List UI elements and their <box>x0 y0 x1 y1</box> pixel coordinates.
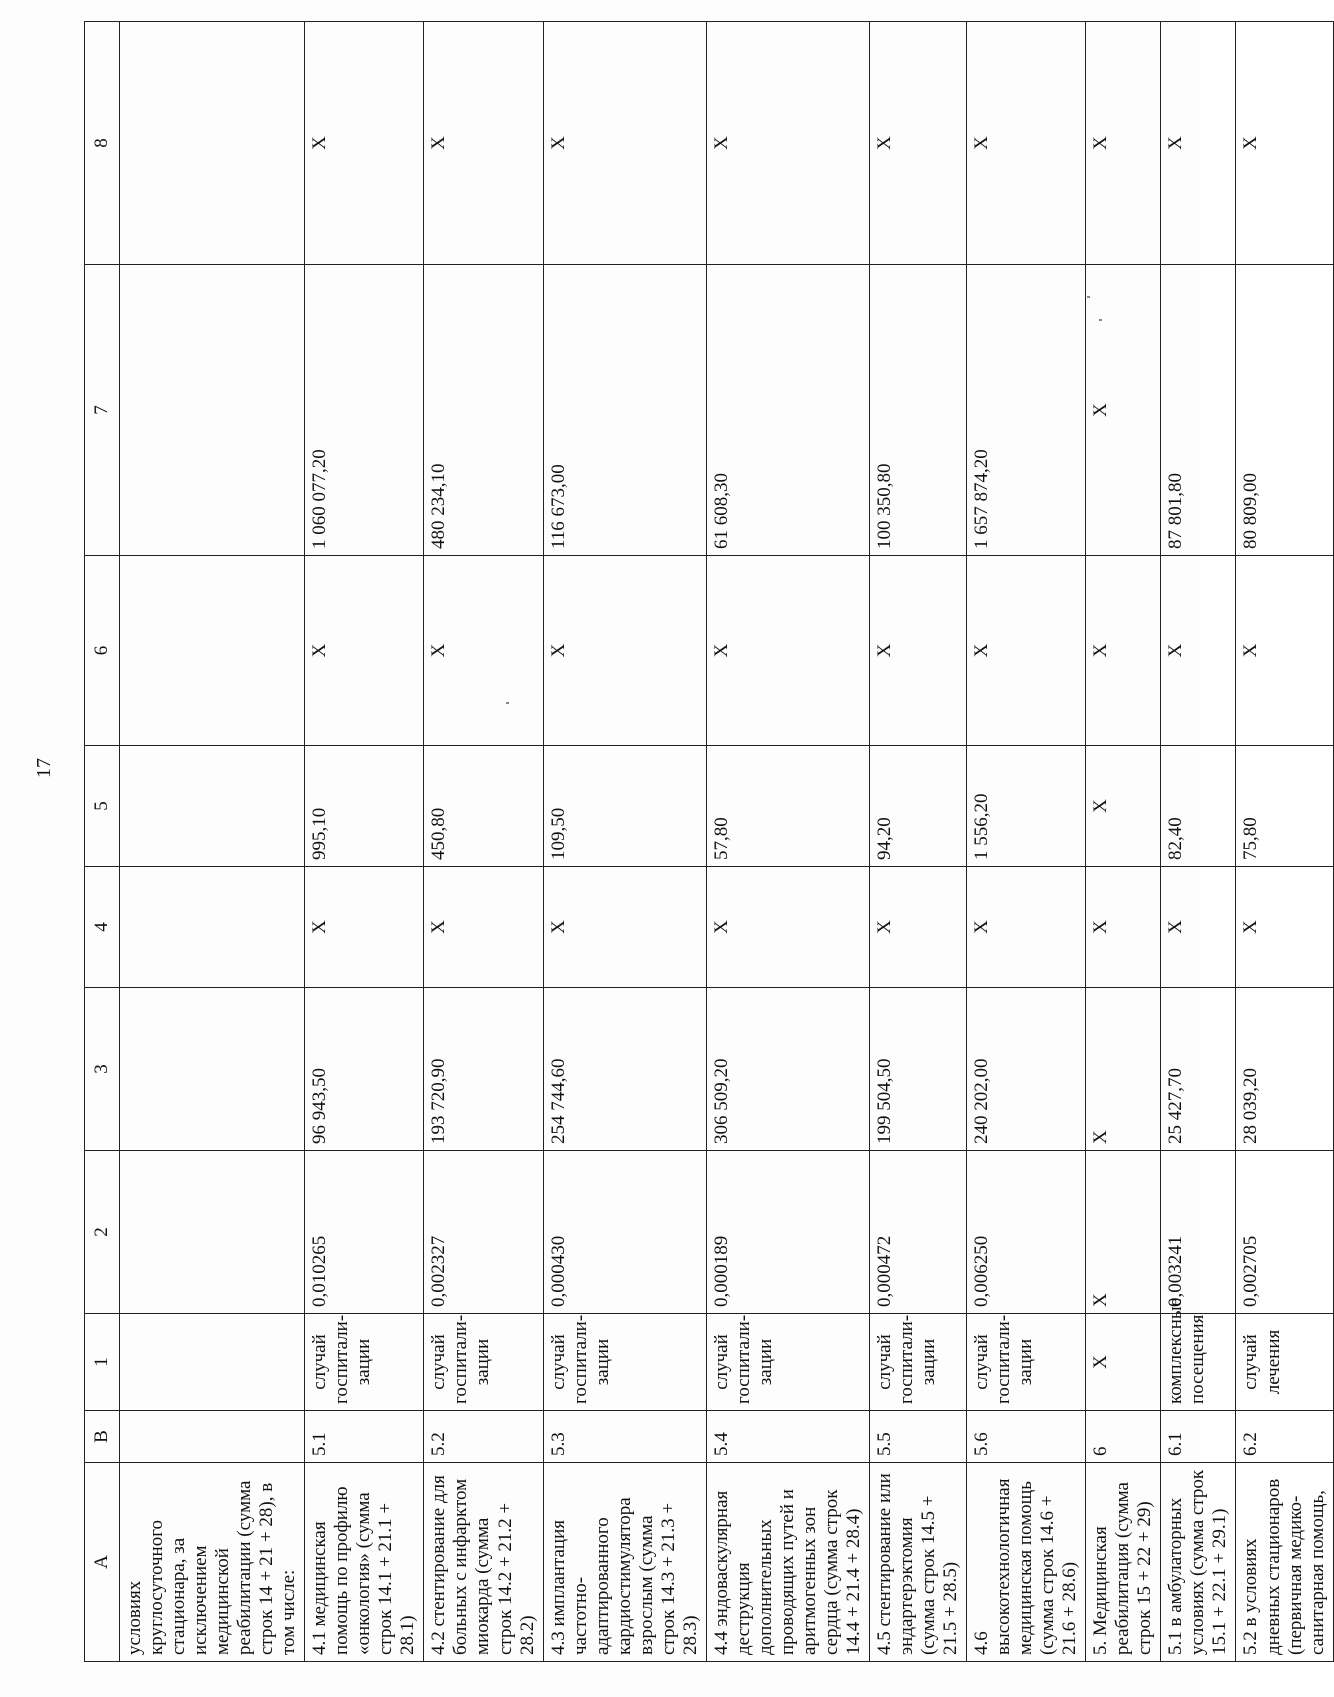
table-cell-6: Х <box>305 556 424 746</box>
table-cell-8: Х <box>1086 22 1161 265</box>
table-cell-a: 5. Медицинская реабилитация (сумма строк 15 + 22 + 29) <box>1086 1463 1161 1662</box>
table-cell-7: 1 060 077,20 <box>305 265 424 556</box>
table-cell-1: случай госпитали-зации <box>543 1314 706 1411</box>
table-cell-1: случай лечения <box>1236 1314 1333 1411</box>
table-cell-4: Х <box>1161 867 1236 988</box>
table-row <box>305 22 424 1662</box>
header-cell: 8 <box>85 22 120 265</box>
scan-speck <box>506 702 509 704</box>
table-cell-6: Х <box>1161 556 1236 746</box>
table-cell-7: 100 350,80 <box>870 265 967 556</box>
table-cell-4: Х <box>543 867 706 988</box>
table-cell-6: Х <box>706 556 869 746</box>
table-cell-3: 28 039,20 <box>1236 988 1333 1151</box>
table-cell-5: 75,80 <box>1236 746 1333 867</box>
table-cell-5: 82,40 <box>1161 746 1236 867</box>
header-row <box>85 22 120 1662</box>
table-row <box>543 22 706 1662</box>
header-cell: 5 <box>85 746 120 867</box>
table-cell-3: 306 509,20 <box>706 988 869 1151</box>
table-cell-3: 199 504,50 <box>870 988 967 1151</box>
header-cell: 4 <box>85 867 120 988</box>
data-table <box>84 21 1334 1662</box>
table-cell-b: 5.5 <box>870 1411 967 1463</box>
table-cell-7: 87 801,80 <box>1161 265 1236 556</box>
table-cell-a: 4.1 медицинская помощь по профилю «онкология» (сумма строк 14.1 + 21.1 + 28.1) <box>305 1463 424 1662</box>
table-cell-a: 4.5 стентирование или эндартерэктомия (сумма строк 14.5 + 21.5 + 28.5) <box>870 1463 967 1662</box>
table-cell-5: 57,80 <box>706 746 869 867</box>
table-cell-2: 0,000430 <box>543 1151 706 1314</box>
table-cell-1: комплексные посещения <box>1161 1314 1236 1411</box>
table-cell-3: Х <box>1086 988 1161 1151</box>
header-cell: 7 <box>85 265 120 556</box>
table-cell-a: 4.4 эндоваскулярная деструкция дополнительных проводящих путей и аритмогенных зон сердца (сумма строк 14.4 + 21.4 + 28.4) <box>706 1463 869 1662</box>
table-cell-a: 4.3 имплантация частотно-адаптированного кардиостимулятора взрослым (сумма строк 14.3 + 21.3 + 28.3) <box>543 1463 706 1662</box>
table-cell-8: Х <box>1236 22 1333 265</box>
table-row <box>967 22 1086 1662</box>
table-row <box>1086 22 1161 1662</box>
header-cell: A <box>85 1463 120 1662</box>
table-cell-8: Х <box>1161 22 1236 265</box>
table-cell-1: случай госпитали-зации <box>305 1314 424 1411</box>
table-row <box>706 22 869 1662</box>
table-cell-6: Х <box>424 556 543 746</box>
header-cell: 3 <box>85 988 120 1151</box>
table-cell-4: Х <box>305 867 424 988</box>
table-cell-6: Х <box>967 556 1086 746</box>
table-cell-b: 6.2 <box>1236 1411 1333 1463</box>
table-cell-5: 94,20 <box>870 746 967 867</box>
table-cell-b <box>120 1411 305 1463</box>
table-cell-3: 240 202,00 <box>967 988 1086 1151</box>
table-cell-5: Х <box>1086 746 1161 867</box>
table-cell-4: Х <box>1086 867 1161 988</box>
table-cell-2: 0,002705 <box>1236 1151 1333 1314</box>
table-cell-4: Х <box>870 867 967 988</box>
table-cell-7 <box>120 265 305 556</box>
table-cell-4: Х <box>424 867 543 988</box>
table-cell-8: Х <box>870 22 967 265</box>
table-cell-1: Х <box>1086 1314 1161 1411</box>
table-cell-b: 5.3 <box>543 1411 706 1463</box>
table-row <box>1236 22 1333 1662</box>
table-cell-6 <box>120 556 305 746</box>
rotated-table-wrapper <box>84 22 1328 1662</box>
table-cell-3 <box>120 988 305 1151</box>
table-cell-1: случай госпитали-зации <box>870 1314 967 1411</box>
table-cell-5 <box>120 746 305 867</box>
table-cell-b: 5.6 <box>967 1411 1086 1463</box>
table-cell-2: 0,000189 <box>706 1151 869 1314</box>
table-cell-8: Х <box>967 22 1086 265</box>
table-cell-3: 96 943,50 <box>305 988 424 1151</box>
table-cell-7: 1 657 874,20 <box>967 265 1086 556</box>
header-cell: 2 <box>85 1151 120 1314</box>
table-cell-a: условиях круглосуточного стационара, за исключением медицинской реабилитации (сумма строк 14 + 21 + 28), в том числе: <box>120 1463 305 1662</box>
table-cell-5: 109,50 <box>543 746 706 867</box>
table-row <box>870 22 967 1662</box>
table-cell-6: Х <box>543 556 706 746</box>
table-row <box>120 22 305 1662</box>
table-cell-2: 0,000472 <box>870 1151 967 1314</box>
table-cell-3: 25 427,70 <box>1161 988 1236 1151</box>
table-cell-8: Х <box>305 22 424 265</box>
table-cell-4 <box>120 867 305 988</box>
table-cell-a: 5.1 в амбулаторных условиях (сумма строк 15.1 + 22.1 + 29.1) <box>1161 1463 1236 1662</box>
table-cell-6: Х <box>1236 556 1333 746</box>
table-cell-2: Х <box>1086 1151 1161 1314</box>
table-cell-7: 480 234,10 <box>424 265 543 556</box>
table-cell-b: 5.1 <box>305 1411 424 1463</box>
table-cell-4: Х <box>706 867 869 988</box>
table-cell-b: 6.1 <box>1161 1411 1236 1463</box>
table-cell-8 <box>120 22 305 265</box>
table-cell-8: Х <box>706 22 869 265</box>
table-row <box>1161 22 1236 1662</box>
scan-speck <box>1099 319 1102 321</box>
table-cell-8: Х <box>543 22 706 265</box>
table-cell-1: случай госпитали-зации <box>967 1314 1086 1411</box>
table-cell-1: случай госпитали-зации <box>706 1314 869 1411</box>
table-cell-a: 4.6 высокотехнологичная медицинская помощь (сумма строк 14.6 + 21.6 + 28.6) <box>967 1463 1086 1662</box>
table-cell-7: 116 673,00 <box>543 265 706 556</box>
table-cell-6: Х <box>1086 556 1161 746</box>
table-cell-2: 0,002327 <box>424 1151 543 1314</box>
table-cell-6: Х <box>870 556 967 746</box>
table-cell-5: 995,10 <box>305 746 424 867</box>
table-cell-2: 0,010265 <box>305 1151 424 1314</box>
table-cell-7: Х <box>1086 265 1161 556</box>
table-cell-3: 193 720,90 <box>424 988 543 1151</box>
table-row <box>424 22 543 1662</box>
header-cell: 1 <box>85 1314 120 1411</box>
header-cell: В <box>85 1411 120 1463</box>
table-cell-b: 5.2 <box>424 1411 543 1463</box>
table-cell-b: 6 <box>1086 1411 1161 1463</box>
table-cell-a: 5.2 в условиях дневных стационаров (первичная медико-санитарная помощь, <box>1236 1463 1333 1662</box>
scan-speck <box>1087 296 1090 298</box>
table-cell-7: 61 608,30 <box>706 265 869 556</box>
table-cell-5: 450,80 <box>424 746 543 867</box>
table-cell-b: 5.4 <box>706 1411 869 1463</box>
table-cell-7: 80 809,00 <box>1236 265 1333 556</box>
table-cell-4: Х <box>1236 867 1333 988</box>
header-cell: 6 <box>85 556 120 746</box>
table-cell-2: 0,006250 <box>967 1151 1086 1314</box>
table-cell-2 <box>120 1151 305 1314</box>
page-number: 17 <box>33 758 55 778</box>
table-cell-5: 1 556,20 <box>967 746 1086 867</box>
table-cell-1 <box>120 1314 305 1411</box>
table-cell-3: 254 744,60 <box>543 988 706 1151</box>
table-cell-4: Х <box>967 867 1086 988</box>
table-cell-1: случай госпитали-зации <box>424 1314 543 1411</box>
table-cell-2: 0,003241 <box>1161 1151 1236 1314</box>
table-cell-a: 4.2 стентирование для больных с инфарктом миокарда (сумма строк 14.2 + 21.2 + 28.2) <box>424 1463 543 1662</box>
table-cell-8: Х <box>424 22 543 265</box>
